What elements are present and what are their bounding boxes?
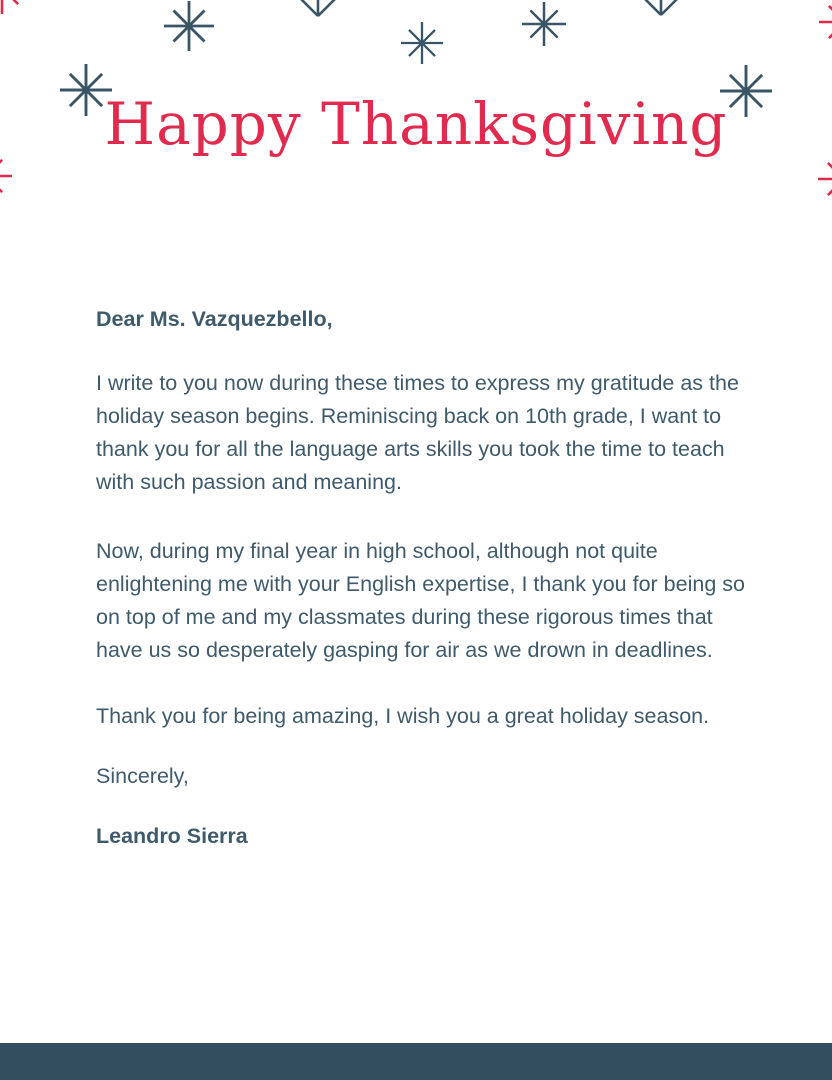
letter-signature: Leandro Sierra [96,824,248,848]
sparkle-asterisk-icon [819,0,832,48]
letter-paragraph: Now, during my final year in high school, although not quite enlightening me with your English expertise, I thank you for being so on top of me and my classmates during these rigorous times that have us so desperately gasping for air as we drown in deadlines. [96,539,745,662]
footer-bar [0,1043,832,1080]
sparkle-asterisk-icon [401,22,443,64]
sparkle-asterisk-icon [639,0,682,15]
letter-closing: Sincerely, [96,764,189,788]
letter-body [96,303,748,853]
sparkle-asterisk-icon [164,1,214,51]
sparkle-asterisk-icon [296,0,339,16]
sparkle-asterisk-icon [0,150,12,202]
letter-paragraph: Thank you for being amazing, I wish you a great holiday season. [96,704,710,728]
sparkle-asterisk-icon [522,2,566,46]
letter-greeting: Dear Ms. Vazquezbello, [96,307,333,331]
sparkle-asterisk-icon [818,153,832,205]
page-title: Happy Thanksgiving [104,90,728,158]
sparkle-asterisk-icon [0,0,28,14]
letter-paragraph: I write to you now during these times to express my gratitude as the holiday season begins. Reminiscing back on 10th grade, I want to thank you for all the language arts skills you took the time to teach with such passion and meaning. [96,371,739,494]
